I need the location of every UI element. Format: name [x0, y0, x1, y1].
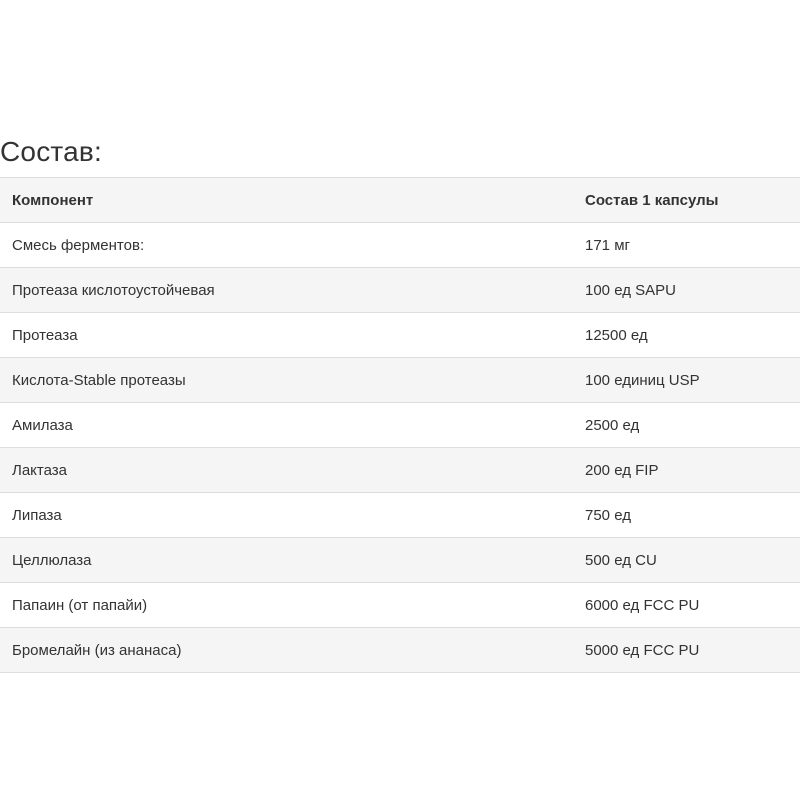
component-amount: 100 ед SAPU — [573, 268, 800, 313]
table-header-row — [0, 178, 800, 223]
component-name: Лактаза — [0, 448, 573, 493]
table-row — [0, 538, 800, 583]
component-amount: 500 ед CU — [573, 538, 800, 583]
component-name: Протеаза — [0, 313, 573, 358]
table-row — [0, 628, 800, 673]
component-name: Папаин (от папайи) — [0, 583, 573, 628]
table-row — [0, 223, 800, 268]
table-row — [0, 358, 800, 403]
component-amount: 750 ед — [573, 493, 800, 538]
component-amount: 6000 ед FCC PU — [573, 583, 800, 628]
component-name: Липаза — [0, 493, 573, 538]
component-name: Амилаза — [0, 403, 573, 448]
component-name: Протеаза кислотоустойчевая — [0, 268, 573, 313]
component-amount: 200 ед FIP — [573, 448, 800, 493]
column-header-component: Компонент — [0, 178, 573, 223]
component-amount: 2500 ед — [573, 403, 800, 448]
component-name: Смесь ферментов: — [0, 223, 573, 268]
table-row — [0, 403, 800, 448]
table-row — [0, 268, 800, 313]
table-row — [0, 583, 800, 628]
section-title: Состав: — [0, 136, 102, 167]
table-row — [0, 448, 800, 493]
column-header-per-capsule: Состав 1 капсулы — [573, 178, 800, 223]
component-name: Кислота-Stable протеазы — [0, 358, 573, 403]
table-row — [0, 313, 800, 358]
table-row — [0, 493, 800, 538]
component-amount: 171 мг — [573, 223, 800, 268]
component-name: Бромелайн (из ананаса) — [0, 628, 573, 673]
component-name: Целлюлаза — [0, 538, 573, 583]
composition-table — [0, 177, 800, 673]
component-amount: 100 единиц USP — [573, 358, 800, 403]
component-amount: 12500 ед — [573, 313, 800, 358]
component-amount: 5000 ед FCC PU — [573, 628, 800, 673]
